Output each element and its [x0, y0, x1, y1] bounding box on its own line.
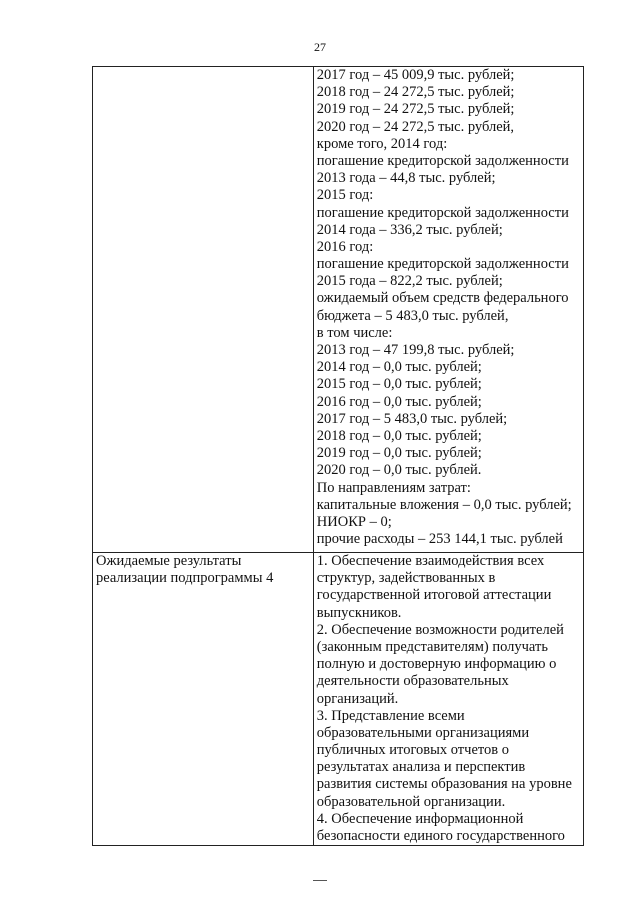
results-row — [93, 553, 584, 846]
funding-line: бюджета – 5 483,0 тыс. рублей, — [316, 307, 509, 324]
results-line: (законным представителям) получать — [316, 638, 548, 655]
results-line: публичных итоговых отчетов о — [316, 742, 509, 759]
funding-line: прочие расходы – 253 144,1 тыс. рублей — [316, 531, 563, 548]
funding-line: 2018 год – 0,0 тыс. рублей; — [316, 427, 482, 444]
funding-label-cell — [93, 67, 314, 553]
results-line: деятельности образовательных — [316, 673, 509, 690]
funding-line: в том числе: — [316, 324, 393, 341]
funding-line: погашение кредиторской задолженности — [316, 152, 569, 169]
funding-line: НИОКР – 0; — [316, 513, 392, 530]
funding-line: 2013 года – 44,8 тыс. рублей; — [316, 170, 496, 187]
funding-values-cell — [313, 67, 583, 553]
funding-line: 2014 год – 0,0 тыс. рублей; — [316, 359, 482, 376]
funding-line: капитальные вложения – 0,0 тыс. рублей; — [316, 496, 572, 513]
results-line: структур, задействованных в — [316, 570, 496, 587]
results-line: полную и достоверную информацию о — [316, 656, 557, 673]
funding-line: 2019 год – 24 272,5 тыс. рублей; — [316, 101, 515, 118]
funding-line: По направлениям затрат: — [316, 479, 471, 496]
page-number: 27 — [314, 40, 326, 54]
funding-line: 2018 год – 24 272,5 тыс. рублей; — [316, 84, 515, 101]
program-table — [92, 66, 584, 846]
funding-line: 2019 год – 0,0 тыс. рублей; — [316, 445, 482, 462]
funding-line: ожидаемый объем средств федерального — [316, 290, 569, 307]
results-line: образовательной организации. — [316, 793, 506, 810]
results-line: результатах анализа и перспектив — [316, 759, 526, 776]
results-values-cell — [313, 553, 583, 846]
results-label-line: Ожидаемые результаты — [96, 553, 242, 569]
funding-line: 2017 год – 5 483,0 тыс. рублей; — [316, 410, 508, 427]
results-label-cell — [93, 553, 314, 846]
funding-line: 2013 год – 47 199,8 тыс. рублей; — [316, 342, 515, 358]
funding-line: 2015 год: — [316, 187, 374, 204]
page-bottom-mark — [313, 880, 327, 881]
results-line: безопасности единого государственного — [316, 828, 565, 844]
funding-line: 2015 год – 0,0 тыс. рублей; — [316, 376, 482, 393]
results-line: 1. Обеспечение взаимодействия всех — [316, 553, 545, 569]
results-line: организаций. — [316, 690, 399, 707]
funding-line: погашение кредиторской задолженности — [316, 256, 569, 273]
results-line: 2. Обеспечение возможности родителей — [316, 621, 564, 638]
funding-line: 2016 год: — [316, 238, 374, 255]
funding-line: 2020 год – 24 272,5 тыс. рублей, — [316, 118, 515, 135]
results-line: государственной итоговой аттестации — [316, 587, 552, 604]
results-line: образовательными организациями — [316, 724, 530, 741]
results-line: 4. Обеспечение информационной — [316, 810, 524, 827]
funding-line: погашение кредиторской задолженности — [316, 204, 569, 221]
funding-line: 2017 год – 45 009,9 тыс. рублей; — [316, 67, 515, 83]
funding-line: 2015 года – 822,2 тыс. рублей; — [316, 273, 503, 290]
funding-line: кроме того, 2014 год: — [316, 135, 448, 152]
funding-line: 2016 год – 0,0 тыс. рублей; — [316, 393, 482, 410]
results-line: 3. Представление всеми — [316, 707, 465, 724]
results-line: развития системы образования на уровне — [316, 776, 572, 793]
funding-line: 2020 год – 0,0 тыс. рублей. — [316, 462, 482, 479]
results-label-line: реализации подпрограммы 4 — [96, 570, 274, 587]
funding-line: 2014 года – 336,2 тыс. рублей; — [316, 221, 503, 238]
results-line: выпускников. — [316, 604, 402, 621]
funding-row — [93, 67, 584, 553]
